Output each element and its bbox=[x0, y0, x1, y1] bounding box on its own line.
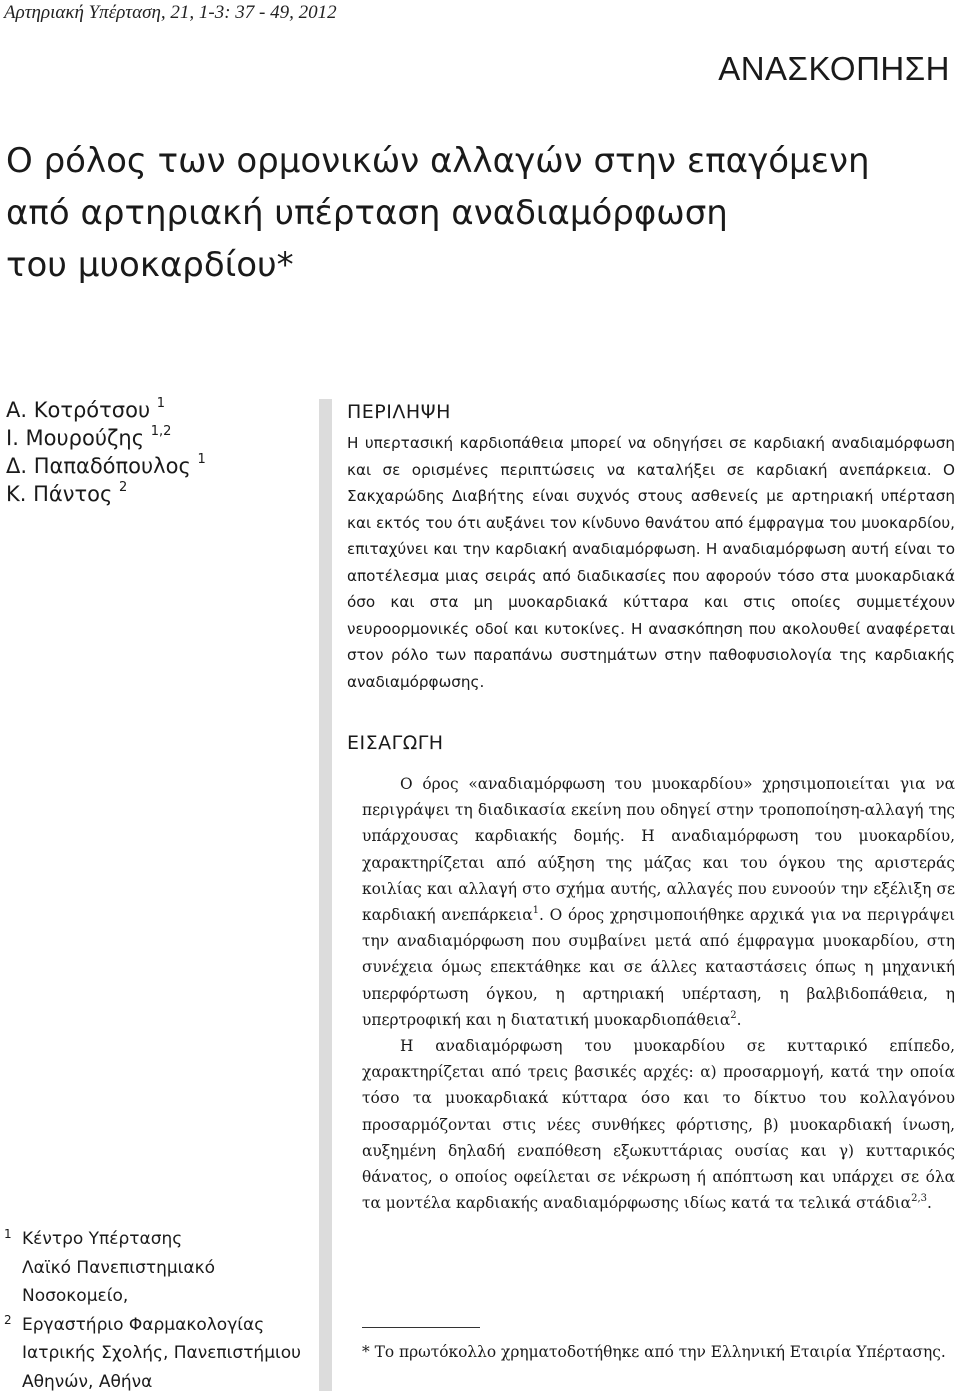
affiliation-line bbox=[4, 1368, 314, 1396]
affiliation-text: Αθηνών, Αθήνα bbox=[22, 1372, 152, 1392]
introduction-body bbox=[362, 771, 955, 1216]
paragraph-text: Η αναδιαμόρφωση του μυοκαρδίου σε κυτταρικό επίπεδο, χαρακτηρίζεται από τρεις βασικές αρχές: α) προσαρμογή, κατά την οποία τόσο τα μυοκαρδιακά κύτταρα όσο και το δίκτυο του κολλαγόνου προσαρμόζονται στις νέες συνθήκες φόρτισης, β) μυοκαρδιακή ίνωση, αυξημένη δηλαδή εναπόθεση εξωκυττάριας ουσίας και γ) κυτταρικός θάνατος, ο οποίος οφείλεται σε νέκρωση ή απόπτωση και υπάρχει σε όλα τα μοντέλα καρδιακής αναδιαμόρφωσης ιδίως κατά τα τελικά στάδια bbox=[362, 1037, 955, 1212]
author bbox=[6, 424, 206, 452]
author-affiliation-mark: 1 bbox=[157, 396, 165, 411]
paragraph-text: . bbox=[737, 1011, 742, 1029]
affiliation-text: Λαϊκό Πανεπιστημιακό bbox=[22, 1258, 215, 1278]
author-name: Ι. Μουρούζης bbox=[6, 426, 144, 450]
paragraph-text: . bbox=[927, 1194, 932, 1212]
footnote-rule bbox=[362, 1327, 480, 1328]
affiliation-line bbox=[4, 1339, 314, 1368]
affiliation-line bbox=[4, 1254, 314, 1283]
article-title: Ο ρόλος των ορμονικών αλλαγών στην επαγόμενη από αρτηριακή υπέρταση αναδιαμόρφωση του μυοκαρδίου* bbox=[6, 135, 946, 291]
column-divider-bar bbox=[319, 399, 332, 1391]
introduction-paragraph bbox=[362, 771, 955, 1033]
author-affiliation-mark: 1 bbox=[197, 452, 205, 467]
author bbox=[6, 452, 206, 480]
citation-mark: 2 bbox=[730, 1010, 736, 1021]
author-list bbox=[6, 396, 206, 508]
affiliations bbox=[4, 1225, 314, 1396]
author-name: Κ. Πάντος bbox=[6, 482, 112, 506]
affiliation-number: 2 bbox=[4, 1306, 12, 1335]
footnote: * Το πρωτόκολλο χρηματοδοτήθηκε από την Ελληνική Εταιρία Υπέρτασης. bbox=[362, 1340, 955, 1365]
abstract-heading: ΠΕΡΙΛΗΨΗ bbox=[347, 401, 451, 423]
section-label: ΑΝΑΣΚΟΠΗΣΗ bbox=[718, 50, 950, 88]
author-affiliation-mark: 1,2 bbox=[151, 424, 172, 439]
author bbox=[6, 480, 206, 508]
paragraph-text: . Ο όρος χρησιμοποιήθηκε αρχικά για να περιγράψει την αναδιαμόρφωση που συμβαίνει μετά από έμφραγμα μυοκαρδίου, στη συνέχεια όμως επεκτάθηκε και σε άλλες καταστάσεις όπως η μηχανική υπερφόρτωση όγκου, η αρτηριακή υπέρταση, η βαλβιδοπάθεια, η υπερτροφική και η διατατική μυοκαρδιοπάθεια bbox=[362, 906, 955, 1029]
introduction-paragraph bbox=[362, 1033, 955, 1216]
introduction-heading: ΕΙΣΑΓΩΓΗ bbox=[347, 732, 444, 754]
paragraph-text: Ο όρος «αναδιαμόρφωση του μυοκαρδίου» χρησιμοποιείται για να περιγράψει τη διαδικασία εκείνη που οδηγεί στην τροποποίηση-αλλαγή της υπάρχουσας καρδιακής δομής. Η αναδιαμόρφωση του μυοκαρδίου, χαρακτηρίζεται από αύξηση της μάζας και του όγκου της αριστεράς κοιλίας και αλλαγή στο σχήμα αυτής, αλλαγές που ευνοούν την εξέλιξη σε καρδιακή ανεπάρκεια bbox=[362, 775, 955, 924]
affiliation-text: Εργαστήριο Φαρμακολογίας bbox=[22, 1315, 264, 1335]
citation-mark: 1 bbox=[533, 905, 539, 916]
affiliation-line bbox=[4, 1225, 314, 1254]
citation-mark: 2,3 bbox=[911, 1193, 927, 1204]
affiliation-line bbox=[4, 1311, 314, 1340]
affiliation-text: Νοσοκομείο, bbox=[22, 1286, 128, 1306]
affiliation-line bbox=[4, 1282, 314, 1311]
author-name: Δ. Παπαδόπουλος bbox=[6, 454, 191, 478]
author-name: Α. Κοτρότσου bbox=[6, 398, 150, 422]
affiliation-number: 1 bbox=[4, 1220, 12, 1249]
abstract-text: Η υπερτασική καρδιοπάθεια μπορεί να οδηγήσει σε καρδιακή αναδιαμόρφωση και σε ορισμένες περιπτώσεις να καταλήξει σε καρδιακή ανεπάρκεια. Ο Σακχαρώδης Διαβήτης είναι συχνός στους ασθενείς με αρτηριακή υπέρταση και εκτός του ότι αυξάνει τον κίνδυνο θανάτου από έμφραγμα του μυοκαρδίου, επιταχύνει και την καρδιακή αναδιαμόρφωση. Η αναδιαμόρφωση αυτή είναι το αποτέλεσμα μιας σειράς από διαδικασίες που αφορούν τόσο στα μυοκαρδιακά όσο και στα μη μυοκαρδιακά κύτταρα και στις οποίες συμμετέχουν νευροορμονικές οδοί και κυτοκίνες. Η ανασκόπηση που ακολουθεί αναφέρεται στον ρόλο των παραπάνω συστημάτων στην παθοφυσιολογία της καρδιακής αναδιαμόρφωσης. bbox=[347, 430, 955, 695]
author bbox=[6, 396, 206, 424]
affiliation-text: Ιατρικής Σχολής, Πανεπιστήμιου bbox=[22, 1343, 301, 1363]
journal-reference: Αρτηριακή Υπέρταση, 21, 1-3: 37 - 49, 2012 bbox=[4, 2, 337, 24]
affiliation-text: Κέντρο Υπέρτασης bbox=[22, 1229, 182, 1249]
author-affiliation-mark: 2 bbox=[119, 480, 127, 495]
